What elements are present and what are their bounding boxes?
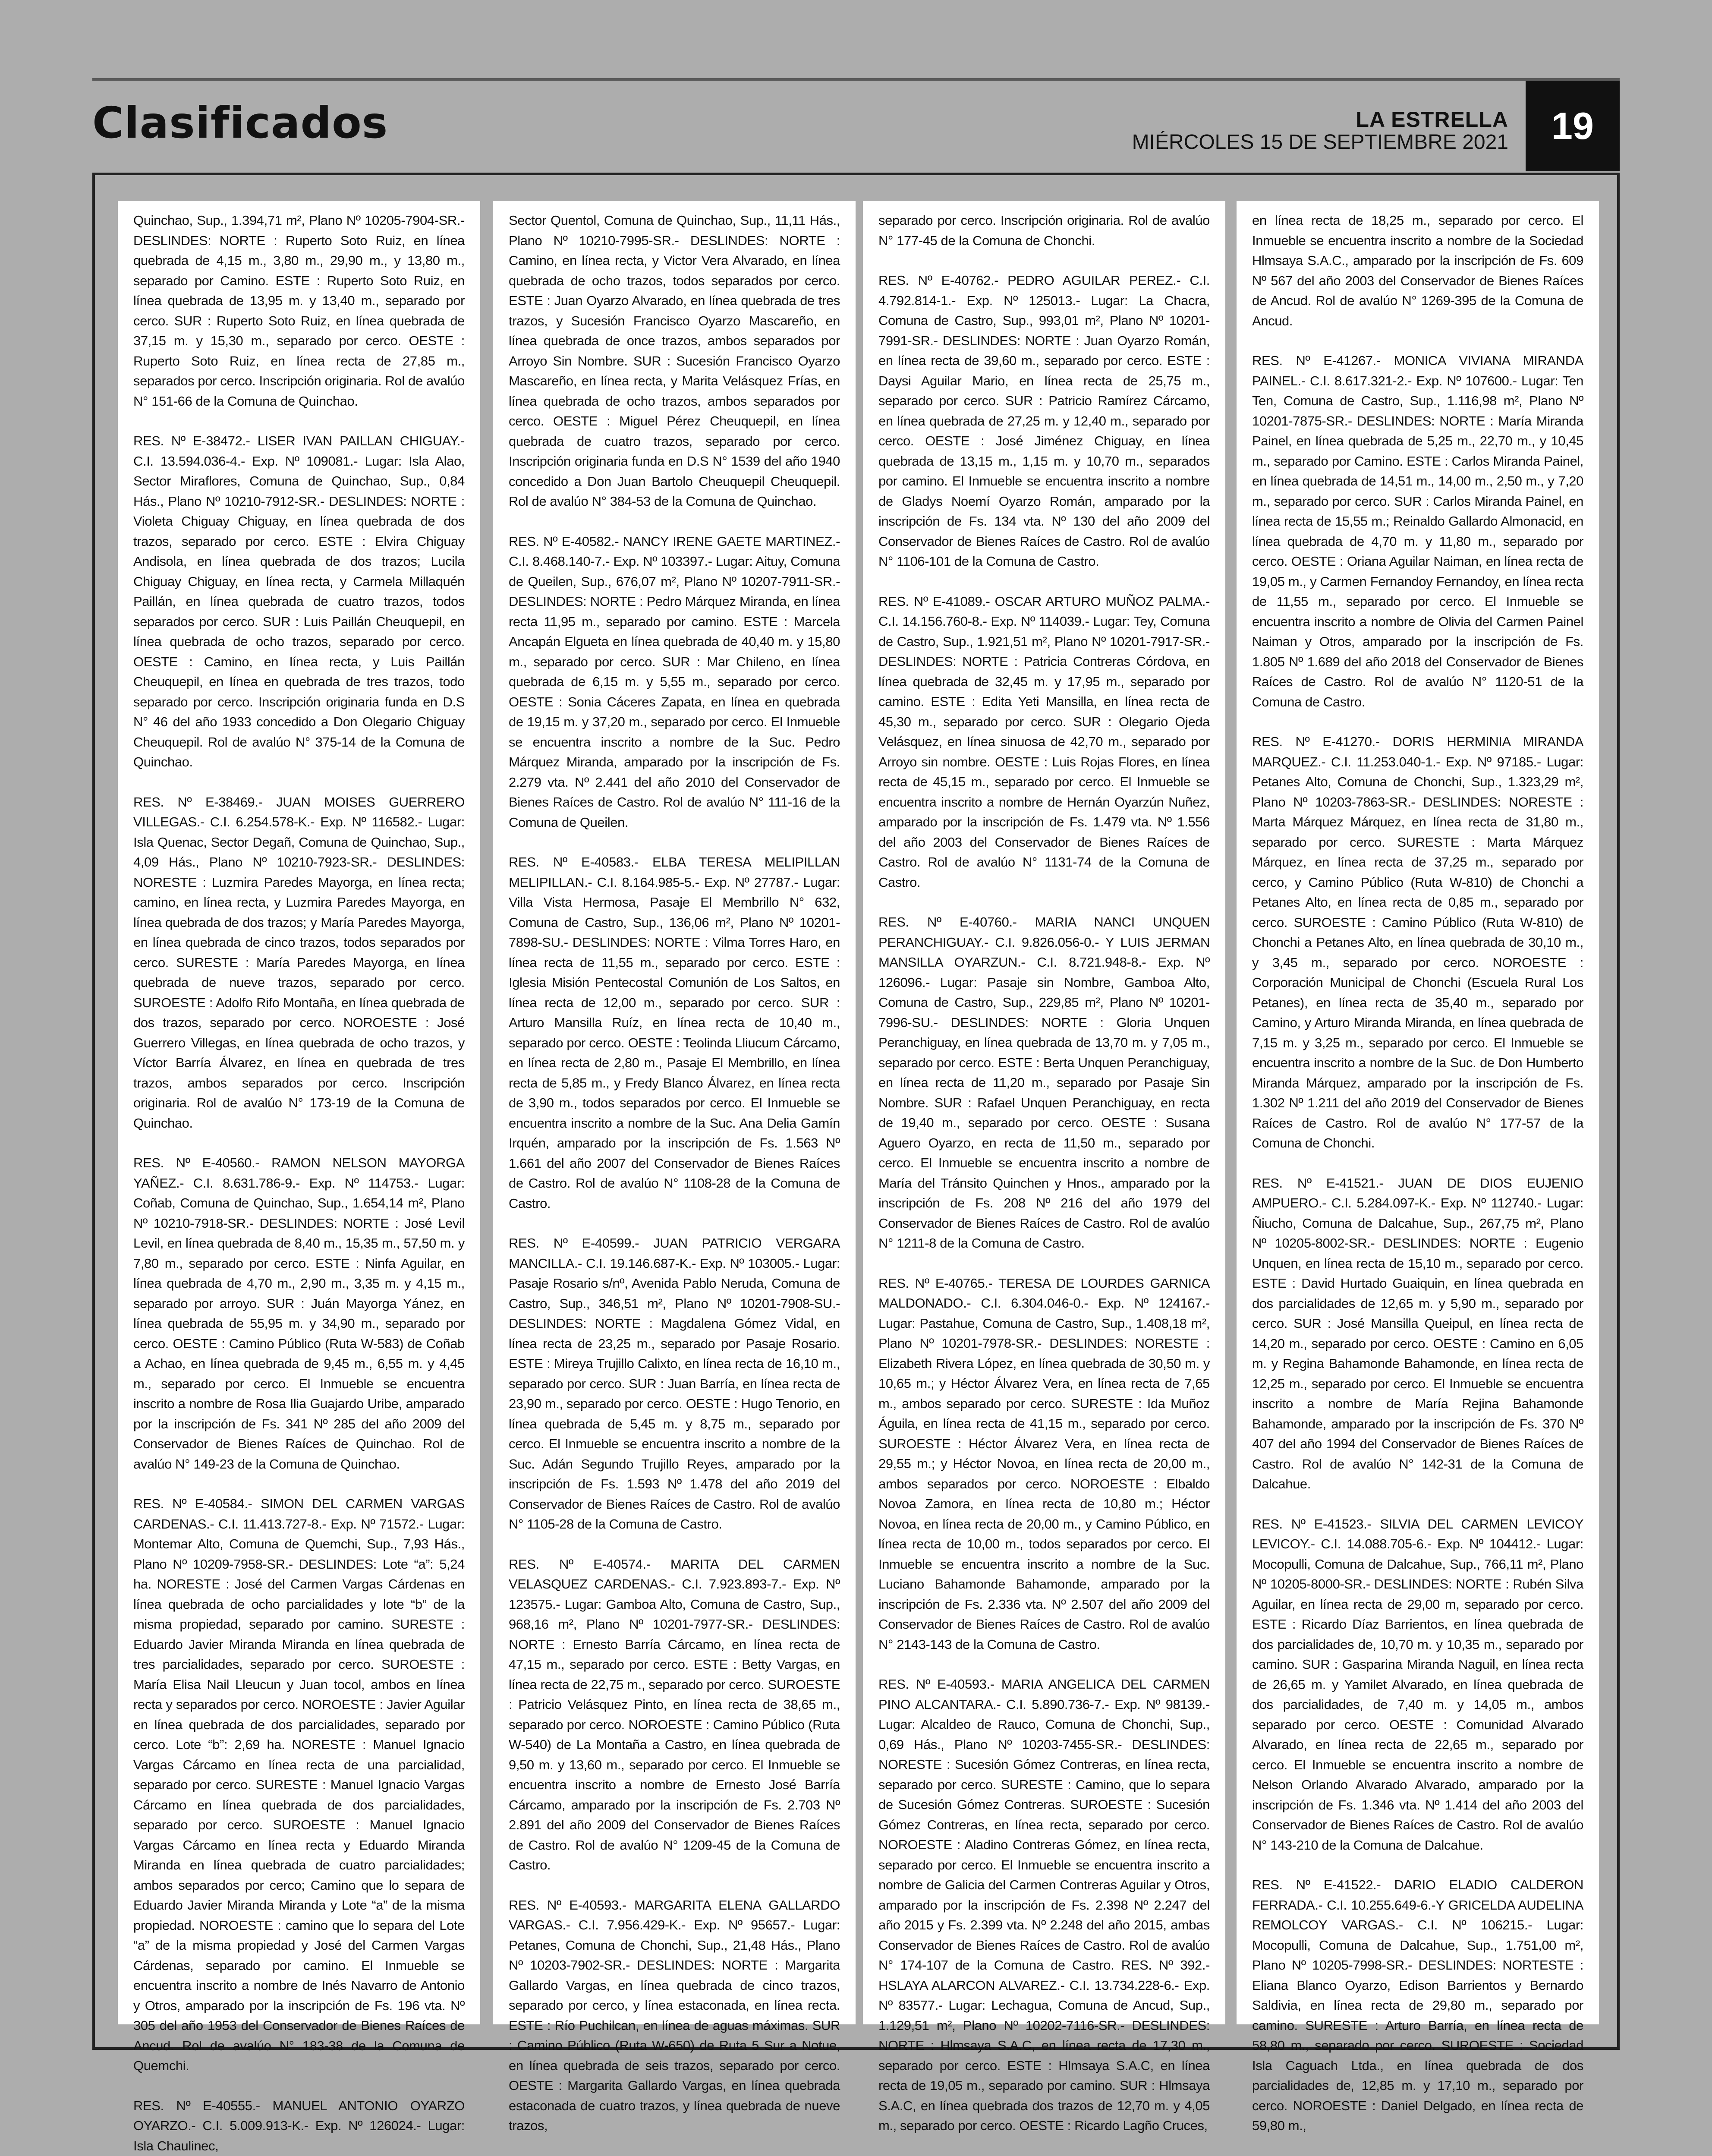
classified-notice: Sector Quentol, Comuna de Quinchao, Sup., 11,11 Hás., Plano Nº 10210-7995-SR.- DESLINDES: NORTE : Camino, en línea recta, y Victor Vera Alvarado, en línea quebrada de ocho trazos, todos separados por cerco. ESTE : Juan Oyarzo Alvarado, en línea quebrada de tres trazos, y Sucesión Francisco Oyarzo Mascareño, en línea quebrada de once trazos, ambos separados por Arroyo Sin Nombre. SUR : Sucesión Francisco Oyarzo Mascareño, en línea recta, y Marita Velásquez Frías, en línea quebrada de ocho trazos, ambos separados por cerco. OESTE : Miguel Pérez Cheuquepil, en línea quebrada de cuatro trazos, separado por cerco. Inscripción originaria funda en D.S N° 1539 del año 1940 concedido a Don Juan Bartolo Cheuquepil Cheuquepil. Rol de avalúo N° 384-53 de la Comuna de Quinchao.	[509, 211, 840, 512]
classified-notice: Quinchao, Sup., 1.394,71 m², Plano Nº 10205-7904-SR.- DESLINDES: NORTE : Ruperto Soto Ruiz, en línea quebrada de 4,15 m., 3,80 m., 29,90 m., y 13,80 m., separado por Camino. ESTE : Ruperto Soto Ruiz, en línea quebrada de 13,95 m. y 13,40 m., separado por cerco. SUR : Ruperto Soto Ruiz, en línea quebrada de 37,15 m. y 15,30 m., separado por cerco. OESTE : Ruperto Soto Ruiz, en línea recta de 27,85 m., separados por cerco. Inscripción originaria. Rol de avalúo N° 151-66 de la Comuna de Quinchao.	[133, 211, 465, 411]
classified-notice: RES. Nº E-40762.- PEDRO AGUILAR PEREZ.- C.I. 4.792.814-1.- Exp. Nº 125013.- Lugar: La Chacra, Comuna de Castro, Sup., 993,01 m², Plano Nº 10201-7991-SR.- DESLINDES: NORTE : Juan Oyarzo Román, en línea recta de 39,60 m., separado por cerco. ESTE : Daysi Aguilar Mario, en línea recta de 25,75 m., separado por cerco. SUR : Patricio Ramírez Cárcamo, en línea quebrada de 27,25 m. y 12,40 m., separado por cerco. OESTE : José Jiménez Chiguay, en línea quebrada de 13,15 m., 1,15 m. y 10,70 m., separados por camino. El Inmueble se encuentra inscrito a nombre de Gladys Noemí Oyarzo Román, amparado por la inscripción de Fs. 134 vta. Nº 130 del año 2009 del Conservador de Bienes Raíces de Castro. Rol de avalúo N° 1106-101 de la Comuna de Castro.	[878, 271, 1210, 572]
column-4	[1237, 201, 1599, 2024]
classified-notice: RES. Nº E-38469.- JUAN MOISES GUERRERO VILLEGAS.- C.I. 6.254.578-K.- Exp. Nº 116582.- Lugar: Isla Quenac, Sector Degañ, Comuna de Quinchao, Sup., 4,09 Hás., Plano Nº 10210-7923-SR.- DESLINDES: NORESTE : Luzmira Paredes Mayorga, en línea recta; camino, en línea recta, y Luzmira Paredes Mayorga, en línea quebrada de dos trazos; y María Paredes Mayorga, en línea quebrada de cinco trazos, todos separados por cerco. SURESTE : María Paredes Mayorga, en línea quebrada de nueve trazos, separado por cerco. SUROESTE : Adolfo Rifo Montaña, en línea quebrada de dos trazos, separado por cerco. NOROESTE : José Guerrero Villegas, en línea quebrada de ocho trazos, y Víctor Barría Álvarez, en línea en quebrada de tres trazos, ambos separados por cerco. Inscripción originaria. Rol de avalúo N° 173-19 de la Comuna de Quinchao.	[133, 792, 465, 1134]
classified-notice: RES. Nº E-40765.- TERESA DE LOURDES GARNICA MALDONADO.- C.I. 6.304.046-0.- Exp. Nº 124167.- Lugar: Pastahue, Comuna de Castro, Sup., 1.408,18 m², Plano Nº 10201-7978-SR.- DESLINDES: NORESTE : Elizabeth Rivera López, en línea quebrada de 30,50 m. y 10,65 m.; y Héctor Álvarez Vera, en línea recta de 7,65 m., ambos separado por cerco. SURESTE : Ida Muñoz Águila, en línea recta de 41,15 m., separado por cerco. SUROESTE : Héctor Álvarez Vera, en línea recta de 29,55 m.; y Héctor Novoa, en línea recta de 20,00 m., ambos separados por cerco. NOROESTE : Elbaldo Novoa Zamora, en línea recta de 10,80 m.; Héctor Novoa, en línea recta de 20,00 m., y Camino Público, en línea recta de 10,00 m., todos separados por cerco. El Inmueble se encuentra inscrito a nombre de la Suc. Luciano Bahamonde Bahamonde, amparado por la inscripción de Fs. 2.336 vta. Nº 2.507 del año 2009 del Conservador de Bienes Raíces de Castro. Rol de avalúo N° 2143-143 de la Comuna de Castro.	[878, 1273, 1210, 1655]
classified-notice: RES. Nº E-41267.- MONICA VIVIANA MIRANDA PAINEL.- C.I. 8.617.321-2.- Exp. Nº 107600.- Lugar: Ten Ten, Comuna de Castro, Sup., 1.116,98 m², Plano Nº 10201-7875-SR.- DESLINDES: NORTE : María Miranda Painel, en línea quebrada de 5,25 m., 22,70 m., y 10,45 m., separado por Camino. ESTE : Carlos Miranda Painel, en línea quebrada de 14,51 m., 14,00 m., 2,50 m., y 7,20 m., separado por cerco. SUR : Carlos Miranda Painel, en línea recta de 15,55 m.; Reinaldo Gallardo Almonacid, en línea quebrada de 4,70 m. y 11,80 m., separado por cerco. OESTE : Oriana Aguilar Naiman, en línea recta de 19,05 m., y Carmen Fernandoy Fernandoy, en línea recta de 11,55 m., separado por cerco. El Inmueble se encuentra inscrito a nombre de Olivia del Carmen Painel Naiman y Otros, amparado por la inscripción de Fs. 1.805 Nº 1.689 del año 2018 del Conservador de Bienes Raíces de Castro. Rol de avalúo N° 1120-51 de la Comuna de Castro.	[1252, 351, 1583, 712]
issue-date: MIÉRCOLES 15 DE SEPTIEMBRE 2021	[1132, 131, 1508, 154]
classified-notice: RES. Nº E-40593.- MARGARITA ELENA GALLARDO VARGAS.- C.I. 7.956.429-K.- Exp. Nº 95657.- Lugar: Petanes, Comuna de Chonchi, Sup., 21,48 Hás., Plano Nº 10203-7902-SR.- DESLINDES: NORTE : Margarita Gallardo Vargas, en línea quebrada de cinco trazos, separado por cerco, y línea estaconada, en línea recta. ESTE : Río Puchilcan, en línea de aguas máximas. SUR : Camino Público (Ruta W-650) de Ruta 5 Sur a Notue, en línea quebrada de seis trazos, separado por cerco. OESTE : Margarita Gallardo Vargas, en línea quebrada estaconada de cuatro trazos, y línea quebrada de nueve trazos,	[509, 1895, 840, 2136]
classified-notice: RES. Nº E-40582.- NANCY IRENE GAETE MARTINEZ.- C.I. 8.468.140-7.- Exp. Nº 103397.- Lugar: Aituy, Comuna de Queilen, Sup., 676,07 m², Plano Nº 10207-7911-SR.- DESLINDES: NORTE : Pedro Márquez Miranda, en línea recta 11,95 m., separado por camino. ESTE : Marcela Ancapán Elgueta en línea quebrada de 40,40 m. y 15,80 m., separado por cerco. SUR : Mar Chileno, en línea quebrada de 6,15 m. y 5,55 m., separado por cerco. OESTE : Sonia Cáceres Zapata, en línea en quebrada de 19,15 m. y 37,20 m., separado por cerco. El Inmueble se encuentra inscrito a nombre de la Suc. Pedro Márquez Miranda, amparado por la inscripción de Fs. 2.279 vta. Nº 2.441 del año 2010 del Conservador de Bienes Raíces de Castro. Rol de avalúo N° 111-16 de la Comuna de Queilen.	[509, 532, 840, 833]
section-title: Clasificados	[92, 98, 388, 148]
masthead	[1132, 108, 1508, 154]
classified-notice: RES. Nº E-41522.- DARIO ELADIO CALDERON FERRADA.- C.I. 10.255.649-6.-Y GRICELDA AUDELINA REMOLCOY VARGAS.- C.I. Nº 106215.- Lugar: Mocopulli, Comuna de Dalcahue, Sup., 1.751,00 m², Plano Nº 10205-7998-SR.- DESLINDES: NORTESTE : Eliana Blanco Oyarzo, Edison Barrientos y Bernardo Saldivia, en línea recta de 29,80 m., separado por camino. SURESTE : Arturo Barría, en línea recta de 58,80 m., separado por cerco. SUROESTE : Sociedad Isla Caguach Ltda., en línea quebrada de dos parcialidades de, 12,85 m. y 17,10 m., separado por cerco. NOROESTE : Daniel Delgado, en línea recta de 59,80 m.,	[1252, 1875, 1583, 2136]
classified-notice: RES. Nº E-41089.- OSCAR ARTURO MUÑOZ PALMA.- C.I. 14.156.760-8.- Exp. Nº 114039.- Lugar: Tey, Comuna de Castro, Sup., 1.921,51 m², Plano Nº 10201-7917-SR.- DESLINDES: NORTE : Patricia Contreras Córdova, en línea quebrada de 32,45 m. y 17,95 m., separado por camino. ESTE : Edita Yeti Mansilla, en línea recta de 45,30 m., separado por cerco. SUR : Olegario Ojeda Velásquez, en línea sinuosa de 42,70 m., separado por Arroyo sin nombre. OESTE : Luis Rojas Flores, en línea recta de 45,15 m., separado por cerco. El Inmueble se encuentra inscrito a nombre de Hernán Oyarzún Nuñez, amparado por la inscripción de Fs. 1.479 vta. Nº 1.556 del año 2003 del Conservador de Bienes Raíces de Castro. Rol de avalúo N° 1131-74 de la Comuna de Castro.	[878, 592, 1210, 893]
column-2	[493, 201, 856, 2024]
newspaper-brand: LA ESTRELLA	[1132, 108, 1508, 131]
classified-notice: RES. Nº E-40760.- MARIA NANCI UNQUEN PERANCHIGUAY.- C.I. 9.826.056-0.- Y LUIS JERMAN MANSILLA OYARZUN.- C.I. 8.721.948-8.- Exp. Nº 126096.- Lugar: Pasaje sin Nombre, Gamboa Alto, Comuna de Castro, Sup., 229,85 m², Plano Nº 10201-7996-SU.- DESLINDES: NORTE : Gloria Unquen Peranchiguay, en línea quebrada de 13,70 m. y 7,05 m., separado por cerco. ESTE : Berta Unquen Peranchiguay, en línea recta de 11,20 m., separado por Pasaje Sin Nombre. SUR : Rafael Unquen Peranchiguay, en recta de 19,40 m., separado por cerco. OESTE : Susana Aguero Oyarzo, en recta de 11,50 m., separado por cerco. El Inmueble se encuentra inscrito a nombre de María del Tránsito Quinchen y Hnos., amparado por la inscripción de Fs. 208 Nº 216 del año 1979 del Conservador de Bienes Raíces de Castro. Rol de avalúo N° 1211-8 de la Comuna de Castro.	[878, 912, 1210, 1254]
classified-notice: RES. Nº E-41270.- DORIS HERMINIA MIRANDA MARQUEZ.- C.I. 11.253.040-1.- Exp. Nº 97185.- Lugar: Petanes Alto, Comuna de Chonchi, Sup., 1.323,29 m², Plano Nº 10203-7863-SR.- DESLINDES: NORESTE : Marta Márquez Márquez, en línea recta de 31,80 m., separado por cerco. SURESTE : Marta Márquez Márquez, en línea recta de 37,25 m., separado por cerco, y Camino Público (Ruta W-810) de Chonchi a Petanes Alto, en línea recta de 0,85 m., separado por cerco. SUROESTE : Camino Público (Ruta W-810) de Chonchi a Petanes Alto, en línea quebrada de 30,10 m., y 3,45 m., separado por cerco. NOROESTE : Corporación Municipal de Chonchi (Escuela Rural Los Petanes), en línea recta de 35,40 m., separado por Camino, y Arturo Miranda Miranda, en línea quebrada de 7,15 m. y 3,25 m., separado por cerco. El Inmueble se encuentra inscrito a nombre de la Suc. de Don Humberto Miranda Márquez, amparado por la inscripción de Fs. 1.302 Nº 1.211 del año 2019 del Conservador de Bienes Raíces de Castro. Rol de avalúo N° 177-57 de la Comuna de Chonchi.	[1252, 732, 1583, 1154]
column-3	[863, 201, 1225, 2024]
classified-notice: en línea recta de 18,25 m., separado por cerco. El Inmueble se encuentra inscrito a nombre de la Sociedad Hlmsaya S.A.C., amparado por la inscripción de Fs. 609 Nº 567 del año 2003 del Conservador de Bienes Raíces de Ancud. Rol de avalúo N° 1269-395 de la Comuna de Ancud.	[1252, 211, 1583, 331]
classified-notice: RES. Nº E-40593.- MARIA ANGELICA DEL CARMEN PINO ALCANTARA.- C.I. 5.890.736-7.- Exp. Nº 98139.- Lugar: Alcaldeo de Rauco, Comuna de Chonchi, Sup., 0,69 Hás., Plano Nº 10203-7455-SR.- DESLINDES: NORESTE : Sucesión Gómez Contreras, en línea recta, separado por cerco. SURESTE : Camino, que lo separa de Sucesión Gómez Contreras. SUROESTE : Sucesión Gómez Contreras, en línea recta, separado por cerco. NOROESTE : Aladino Contreras Gómez, en línea recta, separado por cerco. El Inmueble se encuentra inscrito a nombre de Galicia del Carmen Contreras Aguilar y Otros, amparado por la inscripción de Fs. 2.398 Nº 2.247 del año 2015 y Fs. 2.399 vta. Nº 2.248 del año 2015, ambas Conservador de Bienes Raíces de Castro. Rol de avalúo N° 174-107 de la Comuna de Castro. RES. Nº 392.- HSLAYA ALARCON ALVAREZ.- C.I. 13.734.228-6.- Exp. Nº 83577.- Lugar: Lechagua, Comuna de Ancud, Sup., 1.129,51 m², Plano Nº 10202-7116-SR.- DESLINDES: NORTE : Hlmsaya S.A.C, en línea recta de 17,30 m., separado por cerco. ESTE : Hlmsaya S.A.C, en línea recta de 19,05 m., separado por camino. SUR : Hlmsaya S.A.C, en línea quebrada dos trazos de 12,70 m. y 4,05 m., separado por cerco. OESTE : Ricardo Lagño Cruces,	[878, 1674, 1210, 2136]
classified-notice: RES. Nº E-41523.- SILVIA DEL CARMEN LEVICOY LEVICOY.- C.I. 14.088.705-6.- Exp. Nº 104412.- Lugar: Mocopulli, Comuna de Dalcahue, Sup., 766,11 m², Plano Nº 10205-8000-SR.- DESLINDES: NORTE : Rubén Silva Aguilar, en línea recta de 29,00 m, separado por cerco. ESTE : Ricardo Díaz Barrientos, en línea quebrada de dos parcialidades de, 10,70 m. y 10,35 m., separado por camino. SUR : Gasparina Miranda Naguil, en línea recta de 26,65 m. y Yamilet Alvarado, en línea quebrada de dos parcialidades, de 7,40 m. y 14,05 m., ambos separado por cerco. OESTE : Comunidad Alvarado Alvarado, en línea recta de 22,65 m., separado por cerco. El Inmueble se encuentra inscrito a nombre de Nelson Orlando Alvarado Alvarado, amparado por la inscripción de Fs. 1.346 vta. Nº 1.414 del año 2003 del Conservador de Bienes Raíces de Castro. Rol de avalúo N° 143-210 de la Comuna de Dalcahue.	[1252, 1514, 1583, 1856]
classified-notice: separado por cerco. Inscripción originaria. Rol de avalúo N° 177-45 de la Comuna de Chonchi.	[878, 211, 1210, 251]
classified-notice: RES. Nº E-40555.- MANUEL ANTONIO OYARZO OYARZO.- C.I. 5.009.913-K.- Exp. Nº 126024.- Lugar: Isla Chaulinec,	[133, 2096, 465, 2156]
classified-notice: RES. Nº E-40583.- ELBA TERESA MELIPILLAN MELIPILLAN.- C.I. 8.164.985-5.- Exp. Nº 27787.- Lugar: Villa Vista Hermosa, Pasaje El Membrillo N° 632, Comuna de Castro, Sup., 136,06 m², Plano Nº 10201-7898-SU.- DESLINDES: NORTE : Vilma Torres Haro, en línea recta de 11,55 m., separado por cerco. ESTE : Iglesia Misión Pentecostal Comunión de Los Saltos, en línea recta de 12,00 m., separado por cerco. SUR : Arturo Mansilla Ruíz, en línea recta de 10,40 m., separado por cerco. OESTE : Teolinda Lliucum Cárcamo, en línea recta de 2,80 m., Pasaje El Membrillo, en línea recta de 5,85 m., y Fredy Blanco Álvarez, en línea recta de 3,90 m., todos separados por cerco. El Inmueble se encuentra inscrito a nombre de la Suc. Ana Delia Gamín Irquén, amparado por la inscripción de Fs. 1.563 Nº 1.661 del año 2007 del Conservador de Bienes Raíces de Castro. Rol de avalúo N° 1108-28 de la Comuna de Castro.	[509, 852, 840, 1214]
column-1	[118, 201, 480, 2024]
classified-notice: RES. Nº E-40599.- JUAN PATRICIO VERGARA MANCILLA.- C.I. 19.146.687-K.- Exp. Nº 103005.- Lugar: Pasaje Rosario s/nº, Avenida Pablo Neruda, Comuna de Castro, Sup., 346,51 m², Plano Nº 10201-7908-SU.- DESLINDES: NORTE : Magdalena Gómez Vidal, en línea recta de 23,25 m., separado por Pasaje Rosario. ESTE : Mireya Trujillo Calixto, en línea recta de 16,10 m., separado por cerco. SUR : Juan Barría, en línea recta de 23,90 m., separado por cerco. OESTE : Hugo Tenorio, en línea quebrada de 5,45 m. y 8,75 m., separado por cerco. El Inmueble se encuentra inscrito a nombre de la Suc. Adán Segundo Trujillo Reyes, amparado por la inscripción de Fs. 1.593 Nº 1.478 del año 2019 del Conservador de Bienes Raíces de Castro. Rol de avalúo N° 1105-28 de la Comuna de Castro.	[509, 1233, 840, 1535]
classified-notice: RES. Nº E-41521.- JUAN DE DIOS EUJENIO AMPUERO.- C.I. 5.284.097-K.- Exp. Nº 112740.- Lugar: Ñiucho, Comuna de Dalcahue, Sup., 267,75 m², Plano Nº 10205-8002-SR.- DESLINDES: NORTE : Eugenio Unquen, en línea recta de 15,10 m., separado por cerco. ESTE : David Hurtado Guaiquin, en línea quebrada en dos parcialidades de 12,65 m. y 5,90 m., separado por cerco. SUR : José Mansilla Queipul, en línea recta de 14,20 m., separado por cerco. OESTE : Camino en 6,05 m. y Regina Bahamonde Bahamonde, en línea recta de 12,25 m., separado por cerco. El Inmueble se encuentra inscrito a nombre de María Rejina Bahamonde Bahamonde, amparado por la inscripción de Fs. 370 Nº 407 del año 1994 del Conservador de Bienes Raíces de Castro. Rol de avalúo N° 142-31 de la Comuna de Dalcahue.	[1252, 1173, 1583, 1494]
header-rule	[92, 78, 1620, 81]
classified-notice: RES. Nº E-38472.- LISER IVAN PAILLAN CHIGUAY.- C.I. 13.594.036-4.- Exp. Nº 109081.- Lugar: Isla Alao, Sector Miraflores, Comuna de Quinchao, Sup., 0,84 Hás., Plano Nº 10210-7912-SR.- DESLINDES: NORTE : Violeta Chiguay Chiguay, en línea quebrada de dos trazos, separado por cerco. ESTE : Elvira Chiguay Andisola, en línea quebrada de dos trazos; Lucila Chiguay Chiguay, en línea recta, y Carmela Millaquén Paillán, en línea quebrada de cuatro trazos, todos separados por cerco. SUR : Luis Paillán Cheuquepil, en línea quebrada de ocho trazos, separado por cerco. OESTE : Camino, en línea recta, y Luis Paillán Cheuquepil, en línea en quebrada de tres trazos, todo separado por cerco. Inscripción originaria funda en D.S N° 46 del año 1933 concedido a Don Olegario Chiguay Cheuquepil. Rol de avalúo N° 375-14 de la Comuna de Quinchao.	[133, 431, 465, 772]
classified-notice: RES. Nº E-40574.- MARITA DEL CARMEN VELASQUEZ CARDENAS.- C.I. 7.923.893-7.- Exp. Nº 123575.- Lugar: Gamboa Alto, Comuna de Castro, Sup., 968,16 m², Plano Nº 10201-7977-SR.- DESLINDES: NORTE : Ernesto Barría Cárcamo, en línea recta de 47,15 m., separado por cerco. ESTE : Betty Vargas, en línea recta de 22,75 m., separado por cerco. SUROESTE : Patricio Velásquez Pinto, en línea recta de 38,65 m., separado por cerco. NOROESTE : Camino Público (Ruta W-540) de La Montaña a Castro, en línea quebrada de 9,50 m. y 13,60 m., separado por cerco. El Inmueble se encuentra inscrito a nombre de Ernesto José Barría Cárcamo, amparado por la inscripción de Fs. 2.703 Nº 2.891 del año 2009 del Conservador de Bienes Raíces de Castro. Rol de avalúo N° 1209-45 de la Comuna de Castro.	[509, 1554, 840, 1875]
classified-notice: RES. Nº E-40560.- RAMON NELSON MAYORGA YAÑEZ.- C.I. 8.631.786-9.- Exp. Nº 114753.- Lugar: Coñab, Comuna de Quinchao, Sup., 1.654,14 m², Plano Nº 10210-7918-SR.- DESLINDES: NORTE : José Levil Levil, en línea quebrada de 8,40 m., 15,35 m., 57,50 m. y 7,80 m., separado por cerco. ESTE : Ninfa Aguilar, en línea quebrada de 4,70 m., 2,90 m., 3,35 m. y 4,15 m., separado por arroyo. SUR : Juán Mayorga Yánez, en línea quebrada de 55,95 m. y 34,90 m., separado por cerco. OESTE : Camino Público (Ruta W-583) de Coñab a Achao, en línea quebrada de 9,45 m., 6,55 m. y 4,45 m., separado por cerco. El Inmueble se encuentra inscrito a nombre de Rosa Ilia Guajardo Uribe, amparado por la inscripción de Fs. 341 Nº 285 del año 2009 del Conservador de Bienes Raíces de Quinchao. Rol de avalúo N° 149-23 de la Comuna de Quinchao.	[133, 1153, 465, 1474]
page-number: 19	[1526, 81, 1620, 171]
classified-notice: RES. Nº E-40584.- SIMON DEL CARMEN VARGAS CARDENAS.- C.I. 11.413.727-8.- Exp. Nº 71572.- Lugar: Montemar Alto, Comuna de Quemchi, Sup., 7,93 Hás., Plano Nº 10209-7958-SR.- DESLINDES: Lote “a”: 5,24 ha. NORESTE : José del Carmen Vargas Cárdenas en línea quebrada de ocho parcialidades y lote “b” de la misma propiedad, separado por camino. SURESTE : Eduardo Javier Miranda Miranda en línea quebrada de tres parcialidades, separado por cerco. SUROESTE : María Elisa Nail Lleucun y Juan tocol, ambos en línea recta y separados por cerco. NOROESTE : Javier Aguilar en línea quebrada de dos parcialidades, separado por cerco. Lote “b”: 2,69 ha. NORESTE : Manuel Ignacio Vargas Cárcamo en línea recta de una parcialidad, separado por cerco. SURESTE : Manuel Ignacio Vargas Cárcamo en línea quebrada de dos parcialidades, separado por cerco. SUROESTE : Manuel Ignacio Vargas Cárcamo en línea recta y Eduardo Miranda Miranda en línea quebrada de cuatro parcialidades; ambos separados por cerco; Camino que lo separa de Eduardo Javier Miranda Miranda y Lote “a” de la misma propiedad. NOROESTE : camino que lo separa del Lote “a” de la misma propiedad y José del Carmen Vargas Cárdenas, separado por camino. El Inmueble se encuentra inscrito a nombre de Inés Navarro de Antonio y Otros, amparado por la inscripción de Fs. 196 vta. Nº 305 del año 1953 del Conservador de Bienes Raíces de Ancud. Rol de avalúo N° 183-38 de la Comuna de Quemchi.	[133, 1494, 465, 2076]
